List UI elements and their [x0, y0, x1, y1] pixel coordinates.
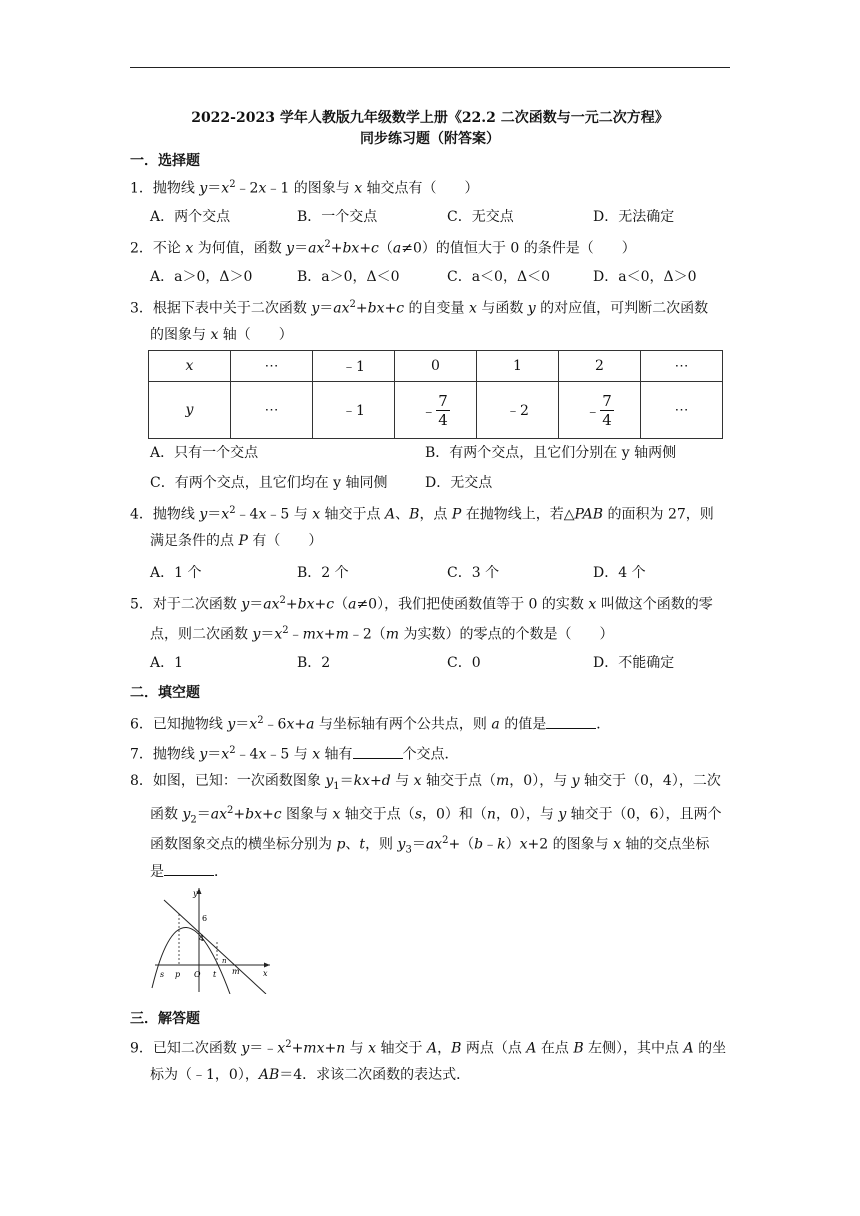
q3-option-c[interactable]: C．有两个交点，且它们均在 y 轴同侧	[150, 475, 388, 491]
q8-stem-line1: 8．如图，已知：一次函数图象 $y_1=kx+d$ 与 x 轴交于点（m，0），与 y 轴交于（0，4），二次	[130, 773, 721, 792]
table-cell: ﹣1	[313, 382, 395, 439]
q4-option-a[interactable]: A．1 个	[150, 565, 202, 581]
q8-figure	[150, 884, 275, 994]
q3-stem-line1: 3．根据下表中关于二次函数 $y=ax^2+bx+c$ 的自变量 x 与函数 y 的对应值，可判断二次函数	[130, 299, 709, 317]
q4-stem-line1: 4．抛物线 $y=x^2﹣4x﹣5$ 与 x 轴交于点 A、B，点 P 在抛物线上，若△PAB 的面积为 27，则	[130, 505, 714, 523]
q5-option-b[interactable]: B．2	[297, 655, 331, 671]
label-n: n	[222, 957, 227, 965]
q9-stem-line2: 标为（﹣1，0），AB＝4．求该二次函数的表达式．	[150, 1067, 471, 1083]
label-s: s	[160, 970, 165, 979]
q3-stem-line2: 的图象与 x 轴（ ）	[150, 327, 293, 343]
table-cell: ﹣2	[477, 382, 559, 439]
q7-blank[interactable]	[353, 745, 403, 759]
q5-option-a[interactable]: A．1	[150, 655, 184, 671]
header-rule	[130, 67, 730, 68]
q8-blank[interactable]	[164, 862, 214, 876]
label-y: y	[193, 889, 198, 898]
table-cell: ﹣ $\frac{7}{4}$	[395, 382, 477, 439]
q7-stem: 7．抛物线 $y=x^2﹣4x﹣5$ 与 x 轴有 个交点．	[130, 745, 459, 763]
q2-option-b[interactable]: B．a＞0，Δ＜0	[297, 269, 400, 285]
q4-option-d[interactable]: D．4 个	[593, 565, 646, 581]
q8-stem-line2: 函数 $y_2=ax^2+bx+c$ 图象与 x 轴交于点（s，0）和（n，0），与 y 轴交于（0，6），且两个	[150, 805, 722, 826]
q1-option-a[interactable]: A．两个交点	[150, 209, 231, 225]
q4-option-b[interactable]: B．2 个	[297, 565, 349, 581]
q1-option-b[interactable]: B．一个交点	[297, 209, 378, 225]
q5-stem-line2: 点，则二次函数 $y=x^2﹣mx+m﹣2(m$ 为实数）的零点的个数是（ ）	[150, 625, 614, 643]
q1-option-d[interactable]: D．无法确定	[593, 209, 675, 225]
q1-stem: 1．抛物线 $y=x^2﹣2x﹣1$ 的图象与 x 轴交点有（ ）	[130, 179, 479, 197]
q4-stem-line2: 满足条件的点 P 有（ ）	[150, 533, 323, 549]
q5-stem-line1: 5．对于二次函数 $y=ax^2+bx+c(a\ne 0)$，我们把使函数值等于 0 的实数 x 叫做这个函数的零	[130, 595, 713, 613]
label-4: 4	[199, 934, 205, 943]
label-p: p	[175, 970, 181, 979]
label-t: t	[213, 970, 217, 979]
table-cell: ⋯	[231, 351, 313, 382]
q4-option-c[interactable]: C．3 个	[447, 565, 500, 581]
table-cell: ﹣1	[313, 351, 395, 382]
table-cell: ⋯	[641, 382, 723, 439]
table-cell: y	[149, 382, 231, 439]
table-cell: 2	[559, 351, 641, 382]
table-cell: 0	[395, 351, 477, 382]
table-cell: 1	[477, 351, 559, 382]
q8-stem-line4: 是 ．	[150, 864, 228, 880]
table-cell: x	[149, 351, 231, 382]
q2-option-d[interactable]: D．a＜0，Δ＞0	[593, 269, 697, 285]
label-O: O	[194, 970, 201, 979]
q9-stem-line1: 9．已知二次函数 $y=﹣x^2+mx+n$ 与 x 轴交于 A，B 两点（点 A 在点 B 左侧），其中点 A 的坐	[130, 1039, 727, 1057]
q6-blank[interactable]	[546, 715, 596, 729]
label-m: m	[232, 967, 240, 976]
table-cell: ﹣ $\frac{7}{4}$	[559, 382, 641, 439]
q3-option-a[interactable]: A．只有一个交点	[150, 445, 259, 461]
q5-option-d[interactable]: D．不能确定	[593, 655, 675, 671]
table-cell: ⋯	[231, 382, 313, 439]
q5-option-c[interactable]: C．0	[447, 655, 481, 671]
q3-value-table	[148, 350, 723, 439]
q2-option-c[interactable]: C．a＜0，Δ＜0	[447, 269, 550, 285]
section-fill: 二．填空题	[130, 685, 200, 701]
x-axis-arrow	[264, 963, 270, 968]
q3-option-b[interactable]: B．有两个交点，且它们分别在 y 轴两侧	[425, 445, 677, 461]
q2-stem: 2．不论 x 为何值，函数 $y=ax^2+bx+c(a\ne 0)$的值恒大于 0 的条件是（ ）	[130, 239, 636, 257]
label-x: x	[263, 969, 268, 978]
parabola-curve	[152, 927, 230, 994]
section-choice: 一．选择题	[130, 153, 200, 169]
label-6: 6	[202, 914, 208, 923]
q6-stem: 6．已知抛物线 $y=x^2﹣6x+a$ 与坐标轴有两个公共点，则 a 的值是 ．	[130, 715, 611, 733]
q3-option-d[interactable]: D．无交点	[425, 475, 493, 491]
q1-option-c[interactable]: C．无交点	[447, 209, 514, 225]
table-cell: ⋯	[641, 351, 723, 382]
q8-stem-line3: 函数图象交点的横坐标分别为 p、t，则 $y_3=ax^2+(b﹣k)x+2$ 的图象与 x 轴的交点坐标	[150, 835, 710, 856]
doc-title-line1: 2022-2023 学年人教版九年级数学上册《22.2 二次函数与一元二次方程》	[191, 110, 669, 126]
doc-title-line2: 同步练习题（附答案）	[360, 131, 500, 147]
q2-option-a[interactable]: A．a＞0，Δ＞0	[150, 269, 253, 285]
section-solve: 三．解答题	[130, 1011, 200, 1027]
